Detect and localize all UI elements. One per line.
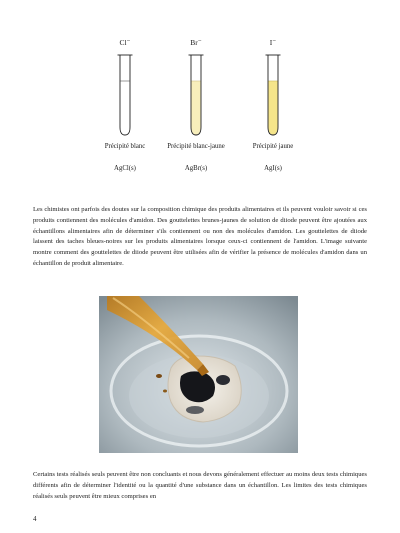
- intro-paragraph: Les chimistes ont parfois des doutes sur la composition chimique des produits alimentaires et ils peuvent vouloir savoir si ces produits contiennent des molécules d'amidon. Des gouttelettes brunes-jaunes de solution de diiode peuvent être ajoutées aux échantillons alimentaires afin de déterminer s'ils contiennent ou non des molécules d'amidon. Les gouttelettes de diiode laissent des taches bleues-noires sur les produits alimentaires lorsque ceux-ci contiennent de l'amidon. L'image suivante montre comment des gouttelettes de diiode peuvent être utilisées afin de vérifier la présence de molécules d'amidon dans un échantillon de produit alimentaire.: [33, 206, 367, 267]
- tube-column-chloride: [85, 38, 165, 173]
- tube-column-bromide: [156, 38, 236, 173]
- precipitate-fill-chloride: [121, 81, 130, 135]
- ion-label-chloride: Cl⁻: [119, 38, 131, 47]
- test-tube-bromide: [186, 51, 206, 137]
- test-tube-diagram: [0, 38, 400, 183]
- outro-paragraph: Certains tests réalisés seuls peuvent être non concluants et nous devons généralement effectuer au moins deux tests chimiques différents afin de déterminer l'identité ou la quantité d'une substance dans un échantillon. Les limites des tests chimiques réalisés seuls peuvent être mieux comprises en: [33, 471, 367, 500]
- ion-label-bromide: Br⁻: [190, 38, 202, 47]
- precipitate-fill-bromide: [192, 81, 201, 135]
- precipitate-formula-bromide: AgBr(s): [184, 165, 208, 172]
- tube-column-iodide: [233, 38, 313, 173]
- precipitate-name-chloride: Précipité blanc: [104, 143, 146, 150]
- precipitate-name-iodide: Précipité jaune: [252, 143, 294, 150]
- test-tube-iodide: [263, 51, 283, 137]
- ion-label-iodide: I⁻: [269, 38, 277, 47]
- precipitate-name-bromide: Précipité blanc-jaune: [167, 143, 225, 150]
- page-number: 4: [33, 515, 37, 523]
- test-tube-chloride: [115, 51, 135, 137]
- iodine-test-photo: [99, 296, 298, 453]
- precipitate-fill-iodide: [269, 81, 278, 135]
- precipitate-formula-iodide: AgI(s): [264, 165, 282, 172]
- precipitate-formula-chloride: AgCl(s): [114, 165, 136, 172]
